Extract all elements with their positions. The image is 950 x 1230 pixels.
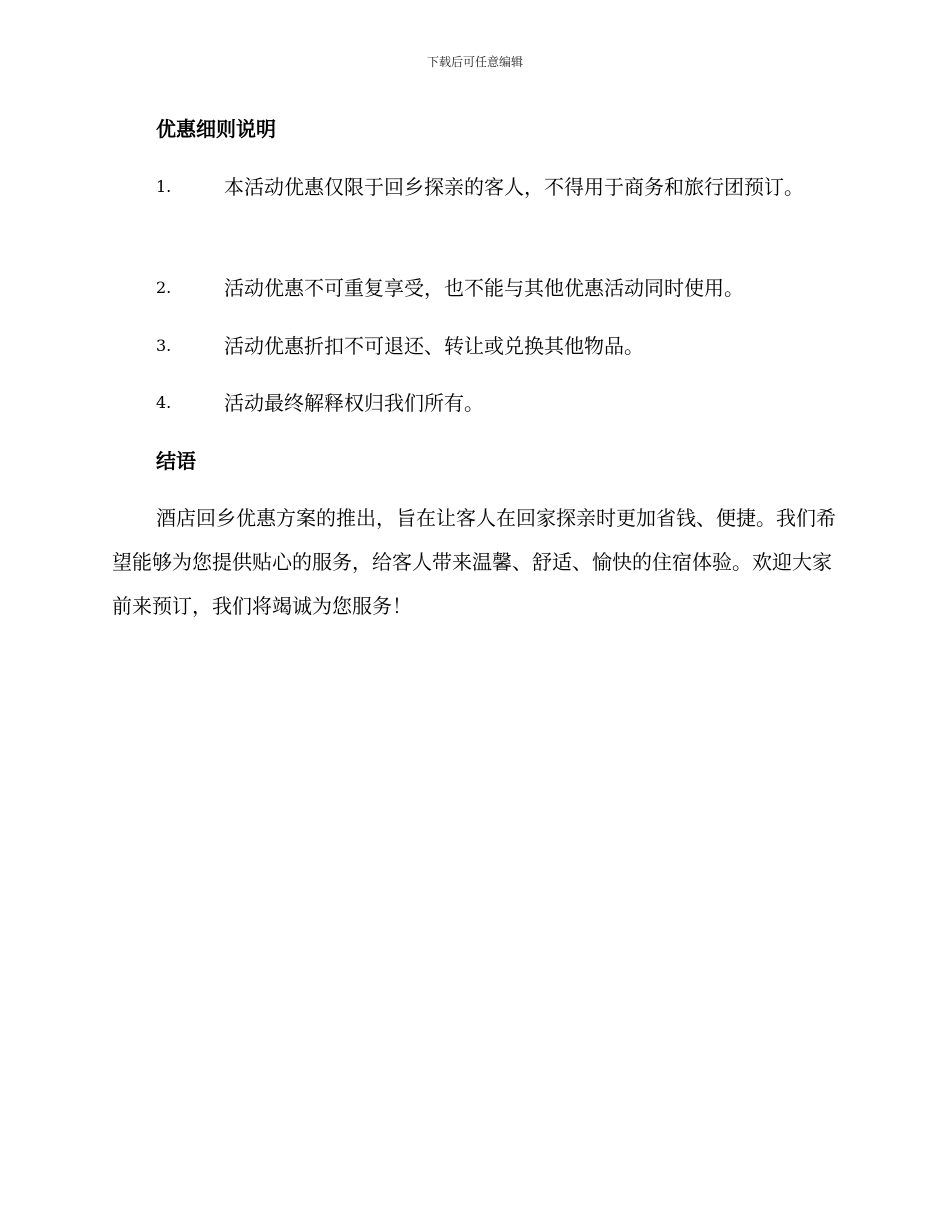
rule-number: 4.: [156, 393, 172, 412]
rule-text: 活动最终解释权归我们所有。: [224, 391, 484, 415]
rule-text: 活动优惠不可重复享受，也不能与其他优惠活动同时使用。: [224, 276, 744, 300]
rule-item: [112, 165, 842, 209]
rule-number: 2.: [156, 278, 172, 297]
rule-item: [112, 266, 842, 310]
rules-heading: 优惠细则说明: [156, 117, 276, 141]
page-header: 下载后可任意编辑: [426, 55, 523, 69]
rule-item: [112, 381, 842, 425]
rule-text: 本活动优惠仅限于回乡探亲的客人，不得用于商务和旅行团预订。: [224, 175, 804, 199]
rule-number: 3.: [156, 336, 172, 355]
conclusion-heading: 结语: [156, 449, 196, 473]
rule-text: 活动优惠折扣不可退还、转让或兑换其他物品。: [224, 334, 644, 358]
rule-item: [112, 324, 842, 368]
rule-number: 1.: [156, 177, 172, 196]
conclusion-paragraph: 酒店回乡优惠方案的推出，旨在让客人在回家探亲时更加省钱、便捷。我们希望能够为您提供贴心的服务，给客人带来温馨、舒适、愉快的住宿体验。欢迎大家前来预订，我们将竭诚为您服务！: [112, 506, 836, 618]
